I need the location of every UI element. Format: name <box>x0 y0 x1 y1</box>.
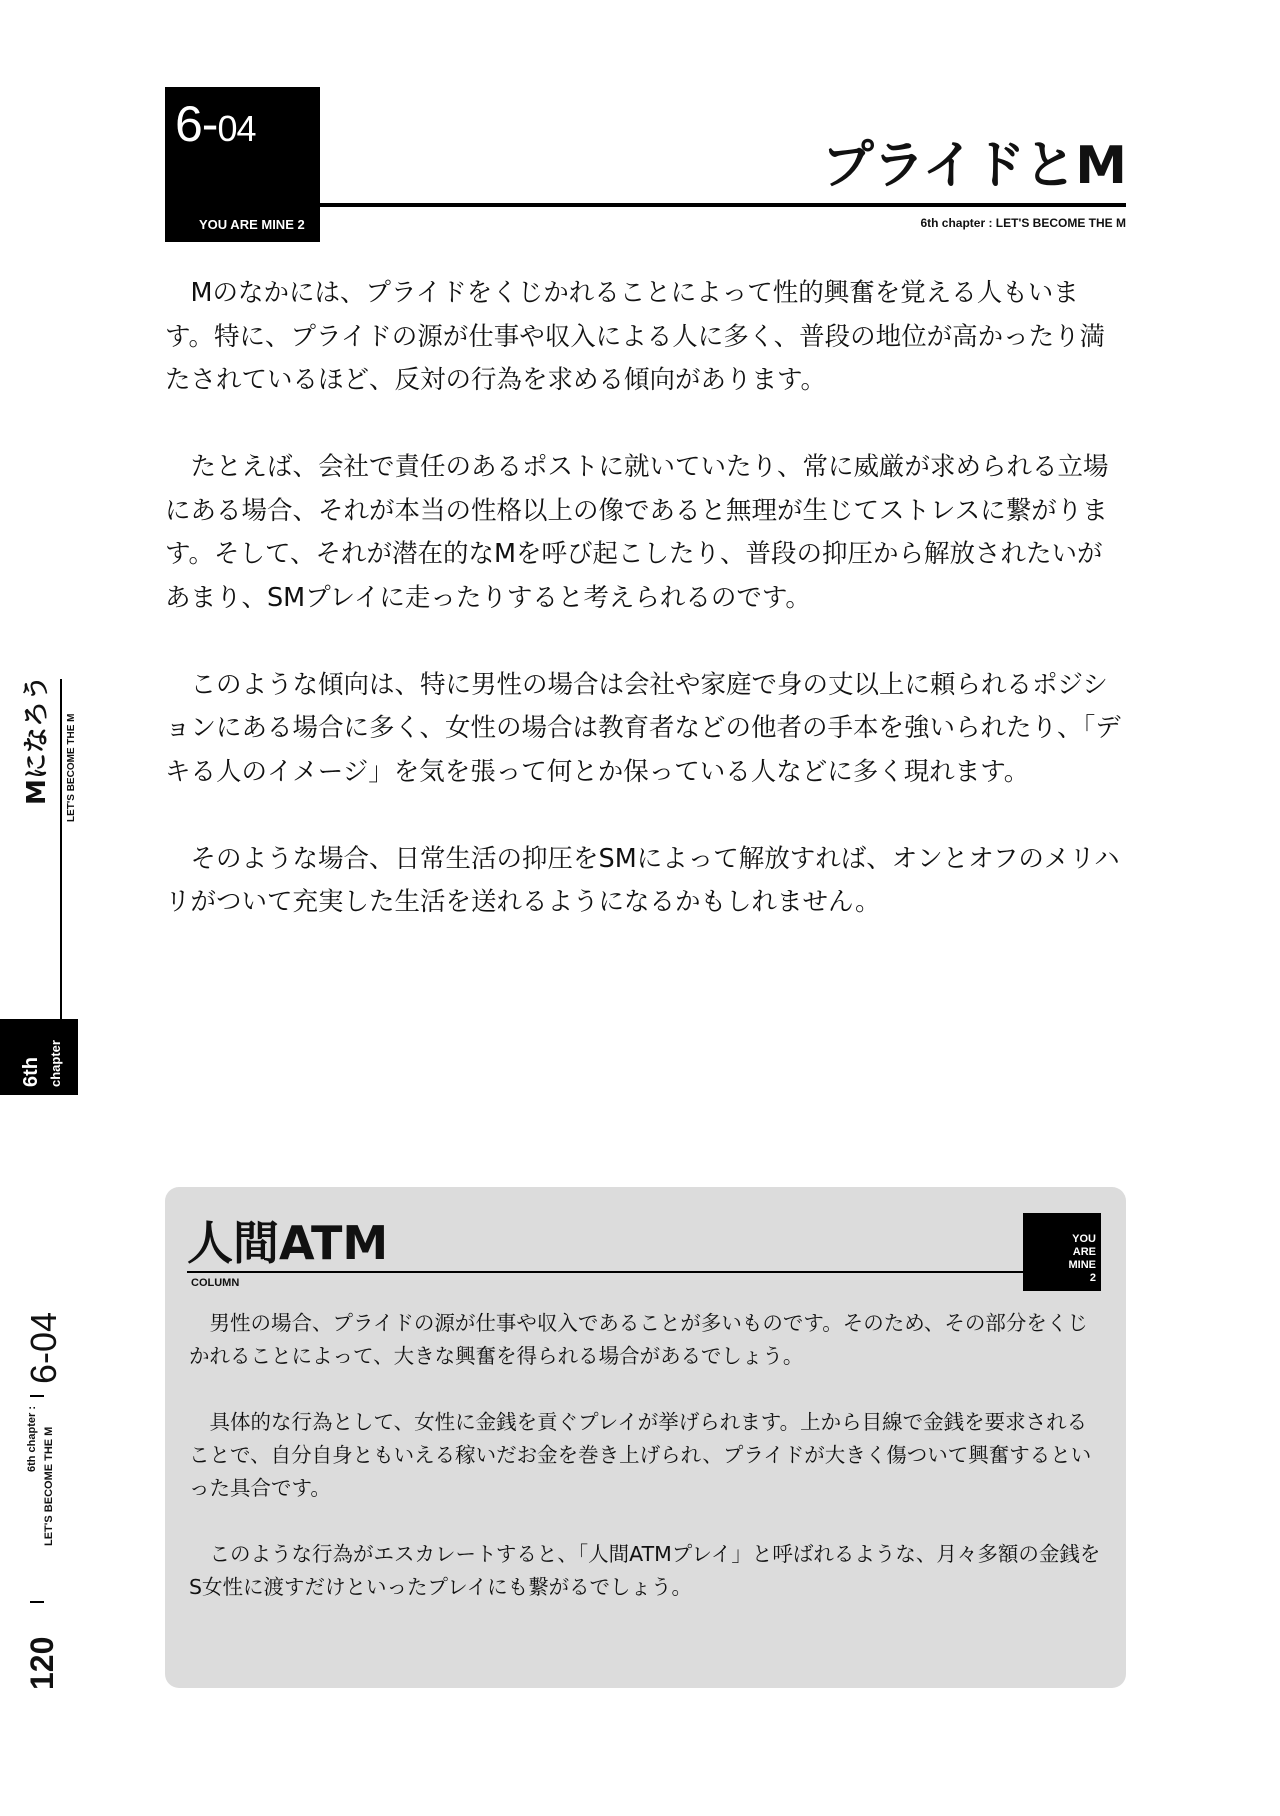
side-divider <box>60 679 62 1021</box>
column-text <box>189 1307 1105 1637</box>
column-title: 人間ATM <box>187 1216 389 1270</box>
tab-word: chapter <box>48 1040 63 1087</box>
title-divider <box>320 203 1126 207</box>
body-text <box>165 272 1127 968</box>
tab-number: 6th <box>20 1057 42 1087</box>
page-title: プライドとM <box>821 136 1126 196</box>
badge-line: 2 <box>1089 1272 1096 1284</box>
section-number-box <box>165 87 320 242</box>
footer-section: 6-04 <box>23 1311 64 1384</box>
section-number <box>175 95 256 153</box>
paragraph: たとえば、会社で責任のあるポストに就いていたり、常に威厳が求められる立場にある場合、それが本当の性格以上の像であると無理が生じてストレスに繋がります。そして、それが潜在的なMを呼び起こしたり、普段の抑圧から解放されたいがあまり、SMプレイに走ったりすると考えられるのです。 <box>165 452 1109 613</box>
column-divider <box>187 1271 1045 1273</box>
badge-line: ARE <box>1072 1246 1096 1258</box>
column-box <box>165 1187 1126 1688</box>
side-chapter-en: LET'S BECOME THE M <box>66 713 77 822</box>
paragraph: そのような場合、日常生活の抑圧をSMによって解放すれば、オンとオフのメリハリがついて充実した生活を送れるようになるかもしれません。 <box>165 843 1120 917</box>
paragraph: 男性の場合、プライドの源が仕事や収入であることが多いものです。そのため、その部分をくじかれることによって、大きな興奮を得られる場合があるでしょう。 <box>189 1311 1088 1368</box>
paragraph: Mのなかには、プライドをくじかれることによって性的興奮を覚える人もいます。特に、プライドの源が仕事や収入による人に多く、普段の地位が高かったり満たされているほど、反対の行為を求める傾向があります。 <box>165 278 1106 395</box>
section-main: 6- <box>175 96 218 152</box>
footer-chapter-2: LET'S BECOME THE M <box>43 1426 55 1546</box>
badge-line: MINE <box>1068 1259 1096 1271</box>
footer-separator <box>30 1601 44 1603</box>
side-chapter-jp: Mになろう <box>22 675 52 805</box>
paragraph: このような行為がエスカレートすると、「人間ATMプレイ」と呼ばれるような、月々多額の金銭をS女性に渡すだけといったプレイにも繋がるでしょう。 <box>189 1542 1101 1599</box>
footer-chapter-1: 6th chapter : <box>26 1406 38 1473</box>
chapter-tab <box>0 1019 78 1095</box>
page-number: 120 <box>24 1636 60 1690</box>
chapter-line: 6th chapter : LET'S BECOME THE M <box>920 216 1126 230</box>
column-label: COLUMN <box>191 1277 240 1289</box>
footer-separator <box>30 1395 44 1397</box>
badge-line: YOU <box>1072 1233 1096 1245</box>
section-sub: 04 <box>217 108 256 149</box>
section-label: YOU ARE MINE 2 <box>199 217 305 232</box>
paragraph: 具体的な行為として、女性に金銭を貢ぐプレイが挙げられます。上から目線で金銭を要求されることで、自分自身ともいえる稼いだお金を巻き上げられ、プライドが大きく傷ついて興奮するといった具合です。 <box>189 1410 1092 1500</box>
paragraph: このような傾向は、特に男性の場合は会社や家庭で身の丈以上に頼られるポジションにある場合に多く、女性の場合は教育者などの他者の手本を強いられたり、「デキる人のイメージ」を気を張って何とか保っている人などに多く現れます。 <box>165 669 1121 787</box>
column-badge <box>1023 1213 1101 1291</box>
